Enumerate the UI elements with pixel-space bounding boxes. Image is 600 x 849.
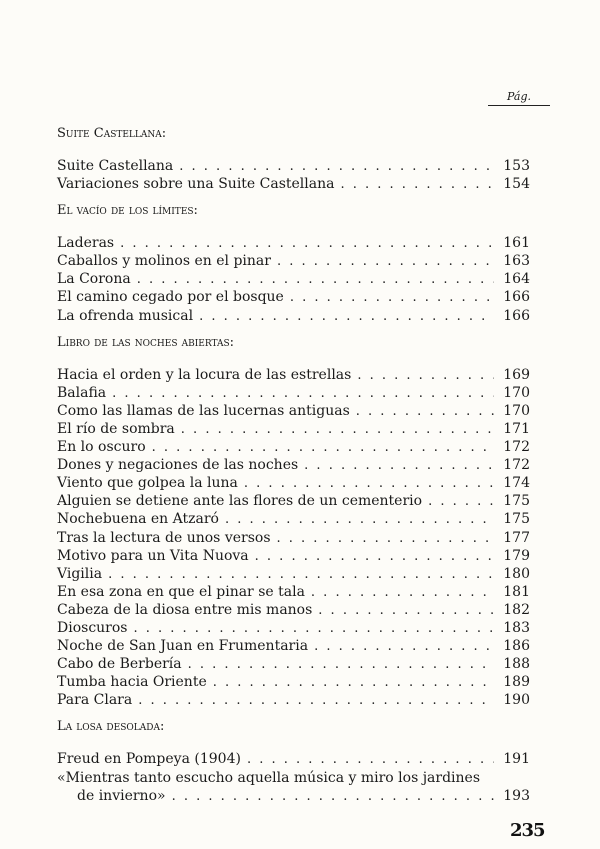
entry-page: 163 — [503, 253, 530, 270]
entry-page: 183 — [503, 619, 530, 636]
leader-dots — [428, 493, 494, 511]
entry-title-line1: «Mientras tanto escucho aquella música y miro los jardines — [57, 769, 481, 786]
entry-title-line2: de invierno» — [77, 787, 166, 804]
entry-title: Viento que golpea la luna — [57, 475, 238, 492]
page-number: 235 — [510, 820, 545, 841]
toc-entry — [57, 384, 530, 402]
leader-dots — [255, 548, 494, 566]
section-title: El vacío de los límites: — [57, 203, 198, 219]
entry-page: 154 — [503, 176, 530, 193]
leader-dots — [199, 308, 494, 326]
toc-entry — [57, 175, 530, 193]
toc-entry — [57, 655, 530, 673]
leader-dots — [277, 253, 494, 271]
toc-entry — [57, 547, 530, 565]
entry-page: 174 — [503, 475, 530, 492]
toc-entry — [57, 366, 530, 384]
entry-page: 180 — [503, 565, 530, 582]
toc-entry — [57, 456, 530, 474]
entry-page: 172 — [503, 457, 530, 474]
toc-entry — [57, 529, 530, 547]
toc-entry — [57, 673, 530, 691]
entry-title: Para Clara — [57, 692, 133, 709]
entry-page: 172 — [503, 439, 530, 456]
leader-dots — [356, 403, 494, 421]
leader-dots — [172, 788, 498, 806]
entry-title: Laderas — [57, 235, 115, 252]
toc-entry — [57, 750, 530, 768]
entry-title: Caballos y molinos en el pinar — [57, 253, 271, 270]
entry-page: 188 — [503, 656, 530, 673]
leader-dots — [181, 421, 494, 439]
leader-dots — [311, 584, 494, 602]
toc-entry — [57, 691, 530, 709]
leader-dots — [138, 692, 494, 710]
entry-title: En lo oscuro — [57, 439, 146, 456]
entry-page: 177 — [503, 529, 530, 546]
toc-entry — [57, 601, 530, 619]
entry-page: 161 — [503, 235, 530, 252]
toc-entry — [57, 510, 530, 528]
leader-dots — [137, 271, 494, 289]
leader-dots — [340, 176, 494, 194]
entry-title: Alguien se detiene ante las flores de un cementerio — [57, 493, 423, 510]
leader-dots — [188, 656, 494, 674]
toc-entry-multiline — [57, 769, 530, 806]
entry-title: Hacia el orden y la locura de las estrellas — [57, 366, 352, 383]
toc-entry — [57, 252, 530, 270]
entry-page: 186 — [503, 638, 530, 655]
toc-entry — [57, 402, 530, 420]
entry-title: Nochebuena en Atzaró — [57, 511, 219, 528]
page-column-header: Pág. — [488, 90, 550, 106]
entry-page: 170 — [503, 402, 530, 419]
leader-dots — [152, 439, 494, 457]
section-title: Suite Castellana: — [57, 126, 167, 141]
entry-title: En esa zona en que el pinar se tala — [57, 583, 305, 600]
entry-title: Variaciones sobre una Suite Castellana — [57, 176, 335, 193]
entry-page: 181 — [503, 583, 530, 600]
toc-entry — [57, 420, 530, 438]
entry-title: Tras la lectura de unos versos — [57, 529, 271, 546]
entry-title: Motivo para un Vita Nuova — [57, 547, 249, 564]
entry-page: 191 — [503, 751, 530, 768]
toc-entry — [57, 234, 530, 252]
entry-title: Cabo de Berbería — [57, 656, 182, 673]
entry-page: 193 — [503, 787, 530, 804]
leader-dots — [213, 674, 494, 692]
leader-dots — [133, 620, 494, 638]
entry-title: Cabeza de la diosa entre mis manos — [57, 601, 313, 618]
toc-entry — [57, 307, 530, 325]
entry-page: 166 — [503, 307, 530, 324]
leader-dots — [112, 385, 494, 403]
entry-page: 153 — [503, 158, 530, 174]
toc-entry — [57, 157, 530, 175]
entry-page: 175 — [503, 493, 530, 510]
leader-dots — [357, 367, 494, 385]
entry-page: 171 — [503, 420, 530, 437]
leader-dots — [314, 638, 494, 656]
toc-entry — [57, 565, 530, 583]
entry-title: Freud en Pompeya (1904) — [57, 751, 241, 768]
entry-page: 182 — [503, 601, 530, 618]
toc-entry — [57, 619, 530, 637]
entry-title: Tumba hacia Oriente — [57, 674, 207, 691]
toc-entry — [57, 270, 530, 288]
entry-page: 175 — [503, 511, 530, 528]
entry-title: Balafia — [57, 384, 107, 401]
entry-title: La Corona — [57, 271, 131, 288]
leader-dots — [120, 235, 494, 253]
toc-entry — [57, 474, 530, 492]
table-of-contents — [57, 124, 530, 806]
entry-title: La ofrenda musical — [57, 307, 194, 324]
leader-dots — [304, 457, 494, 475]
entry-page: 164 — [503, 271, 530, 288]
leader-dots — [318, 602, 494, 620]
section-title: Libro de las noches abiertas: — [57, 334, 235, 350]
toc-entry — [57, 637, 530, 655]
leader-dots — [225, 511, 494, 529]
leader-dots — [247, 751, 494, 769]
entry-title: El camino cegado por el bosque — [57, 289, 284, 306]
leader-dots — [179, 158, 494, 176]
entry-title: Dioscuros — [57, 619, 128, 636]
leader-dots — [244, 475, 494, 493]
entry-title: El río de sombra — [57, 420, 175, 437]
entry-page: 189 — [503, 674, 530, 691]
entry-page: 170 — [503, 384, 530, 401]
section-title: La losa desolada: — [57, 719, 165, 735]
entry-title: Suite Castellana — [57, 158, 174, 174]
toc-entry — [57, 492, 530, 510]
toc-entry — [57, 438, 530, 456]
entry-title: Vigilia — [57, 565, 103, 582]
leader-dots — [108, 566, 494, 584]
toc-entry — [57, 288, 530, 306]
toc-entry — [57, 583, 530, 601]
entry-title: Dones y negaciones de las noches — [57, 457, 299, 474]
leader-dots — [290, 289, 494, 307]
entry-page: 166 — [503, 289, 530, 306]
entry-title: Noche de San Juan en Frumentaria — [57, 638, 309, 655]
entry-page: 190 — [503, 692, 530, 709]
entry-page: 179 — [503, 547, 530, 564]
leader-dots — [277, 530, 495, 548]
entry-title: Como las llamas de las lucernas antiguas — [57, 402, 350, 419]
entry-page: 169 — [503, 366, 530, 383]
